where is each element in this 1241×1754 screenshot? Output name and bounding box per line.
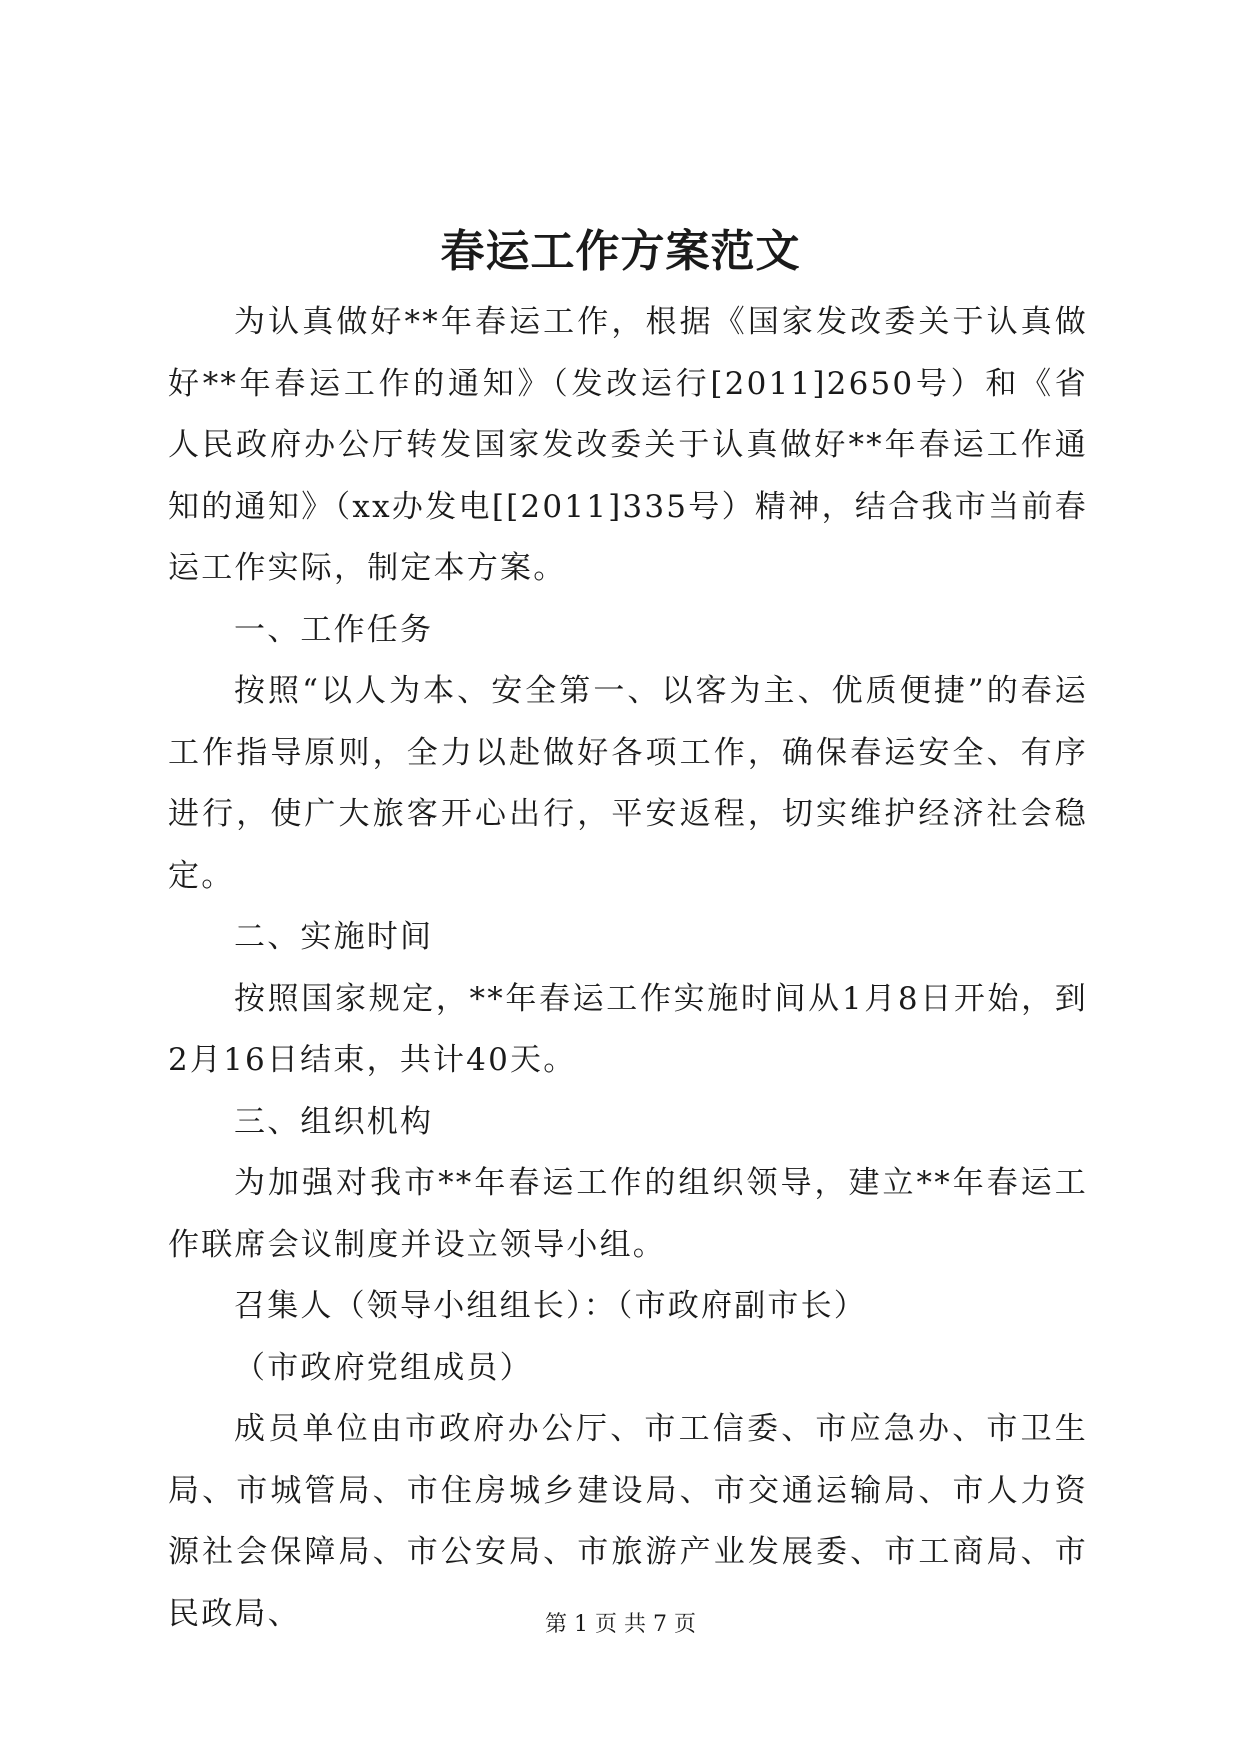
page-number-footer: 第 1 页 共 7 页 bbox=[545, 1612, 696, 1637]
tasks-paragraph: 按照“以人为本、安全第一、以客为主、优质便捷”的春运工作指导原则，全力以赴做好各项工作，确保春运安全、有序进行，使广大旅客开心出行，平安返程，切实维护经济社会稳定。 bbox=[168, 673, 1088, 894]
organization-paragraph: 为加强对我市**年春运工作的组织领导，建立**年春运工作联席会议制度并设立领导小组。 bbox=[168, 1165, 1088, 1263]
member-units-paragraph: 成员单位由市政府办公厅、市工信委、市应急办、市卫生局、市城管局、市住房城乡建设局、市交通运输局、市人力资源社会保障局、市公安局、市旅游产业发展委、市工商局、市民政局、 bbox=[168, 1411, 1088, 1632]
document-body bbox=[168, 292, 1088, 1645]
convener-line: 召集人（领导小组组长）：（市政府副市长） bbox=[234, 1288, 867, 1324]
intro-paragraph: 为认真做好**年春运工作，根据《国家发改委关于认真做好**年春运工作的通知》（发改运行[2011]2650号）和《省人民政府办公厅转发国家发改委关于认真做好**年春运工作通知的通知》（xx办发电[[2011]335号）精神，结合我市当前春运工作实际，制定本方案。 bbox=[168, 304, 1088, 586]
section-heading-schedule: 二、实施时间 bbox=[234, 919, 434, 955]
document-title: 春运工作方案范文 bbox=[440, 226, 801, 277]
section-heading-tasks: 一、工作任务 bbox=[234, 611, 434, 648]
party-member-line: （市政府党组成员） bbox=[234, 1349, 533, 1386]
schedule-paragraph: 按照国家规定，**年春运工作实施时间从1月8日开始，到2月16日结束，共计40天。 bbox=[168, 980, 1089, 1078]
section-heading-organization: 三、组织机构 bbox=[234, 1103, 434, 1140]
